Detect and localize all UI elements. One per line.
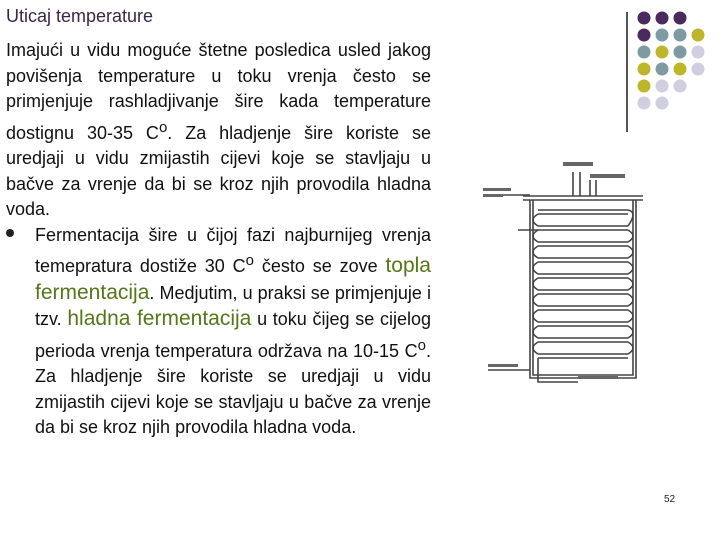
decorative-dot	[656, 97, 669, 110]
degree-sup-2: o	[245, 252, 254, 269]
decorative-dot	[638, 97, 651, 110]
paragraph-1-text: Imajući u vidu moguće štetne posledica usled jakog povišenja temperature u toku vrenja često se primjenjuje rashladjivanje šire kada temperature dostignu 30-35 C	[6, 40, 431, 143]
decorative-dot	[692, 46, 705, 59]
page-number: 52	[664, 494, 676, 505]
paragraph-1	[6, 38, 431, 223]
bullet-text-b: često se zove	[254, 256, 386, 276]
decorative-dot	[656, 29, 669, 42]
decorative-dot	[674, 63, 687, 76]
bullet-text-c: . Medjutim, u praksi se primjenjuje i tzv.	[35, 282, 431, 329]
term-warm-fermentation: topla fermentacija	[35, 254, 431, 304]
decorative-dot-grid	[636, 10, 720, 120]
decorative-dot	[638, 80, 651, 93]
slide-body	[6, 38, 431, 441]
bullet-text-e: . Za hladjenje šire koriste se uredjaji u vidu zmijastih cijevi koje se stavljaju u bačve za vrenje da bi se kroz njih provodila hladna voda.	[35, 340, 431, 437]
decorative-dot	[656, 46, 669, 59]
bullet-text-d: u toku čijeg se cijelog perioda vrenja temperatura održava na 10-15 C	[35, 309, 431, 361]
decorative-dot	[638, 46, 651, 59]
decorative-dot	[692, 63, 705, 76]
decorative-dot	[656, 80, 669, 93]
degree-sup-1: o	[158, 118, 168, 136]
term-cold-fermentation: hladna fermentacija	[67, 307, 252, 330]
decorative-dot	[674, 46, 687, 59]
decorative-divider	[626, 12, 628, 132]
decorative-dot	[674, 12, 687, 25]
bullet-text-a: Fermentacija šire u čijoj fazi najburnijeg vrenja temepratura dostiže 30 C	[35, 224, 431, 276]
bullet-dot-icon	[6, 229, 14, 237]
paragraph-1-tail: . Za hladjenje šire koriste se uredjaji u vidu zmijastih cijevi koje se stavljaju u bačve za vrenje da bi se kroz njih provodila hladna voda.	[6, 122, 431, 219]
slide-title: Uticaj temperature	[6, 6, 154, 26]
decorative-dot	[638, 29, 651, 42]
decorative-dot	[656, 63, 669, 76]
decorative-dot	[638, 63, 651, 76]
decorative-dot	[674, 80, 687, 93]
cooling-coil-diagram	[478, 150, 678, 390]
decorative-dot	[692, 29, 705, 42]
decorative-dot	[674, 29, 687, 42]
decorative-dot	[656, 12, 669, 25]
decorative-dot	[638, 12, 651, 25]
bullet-item-fermentation	[6, 223, 431, 441]
degree-sup-3: o	[417, 336, 426, 354]
